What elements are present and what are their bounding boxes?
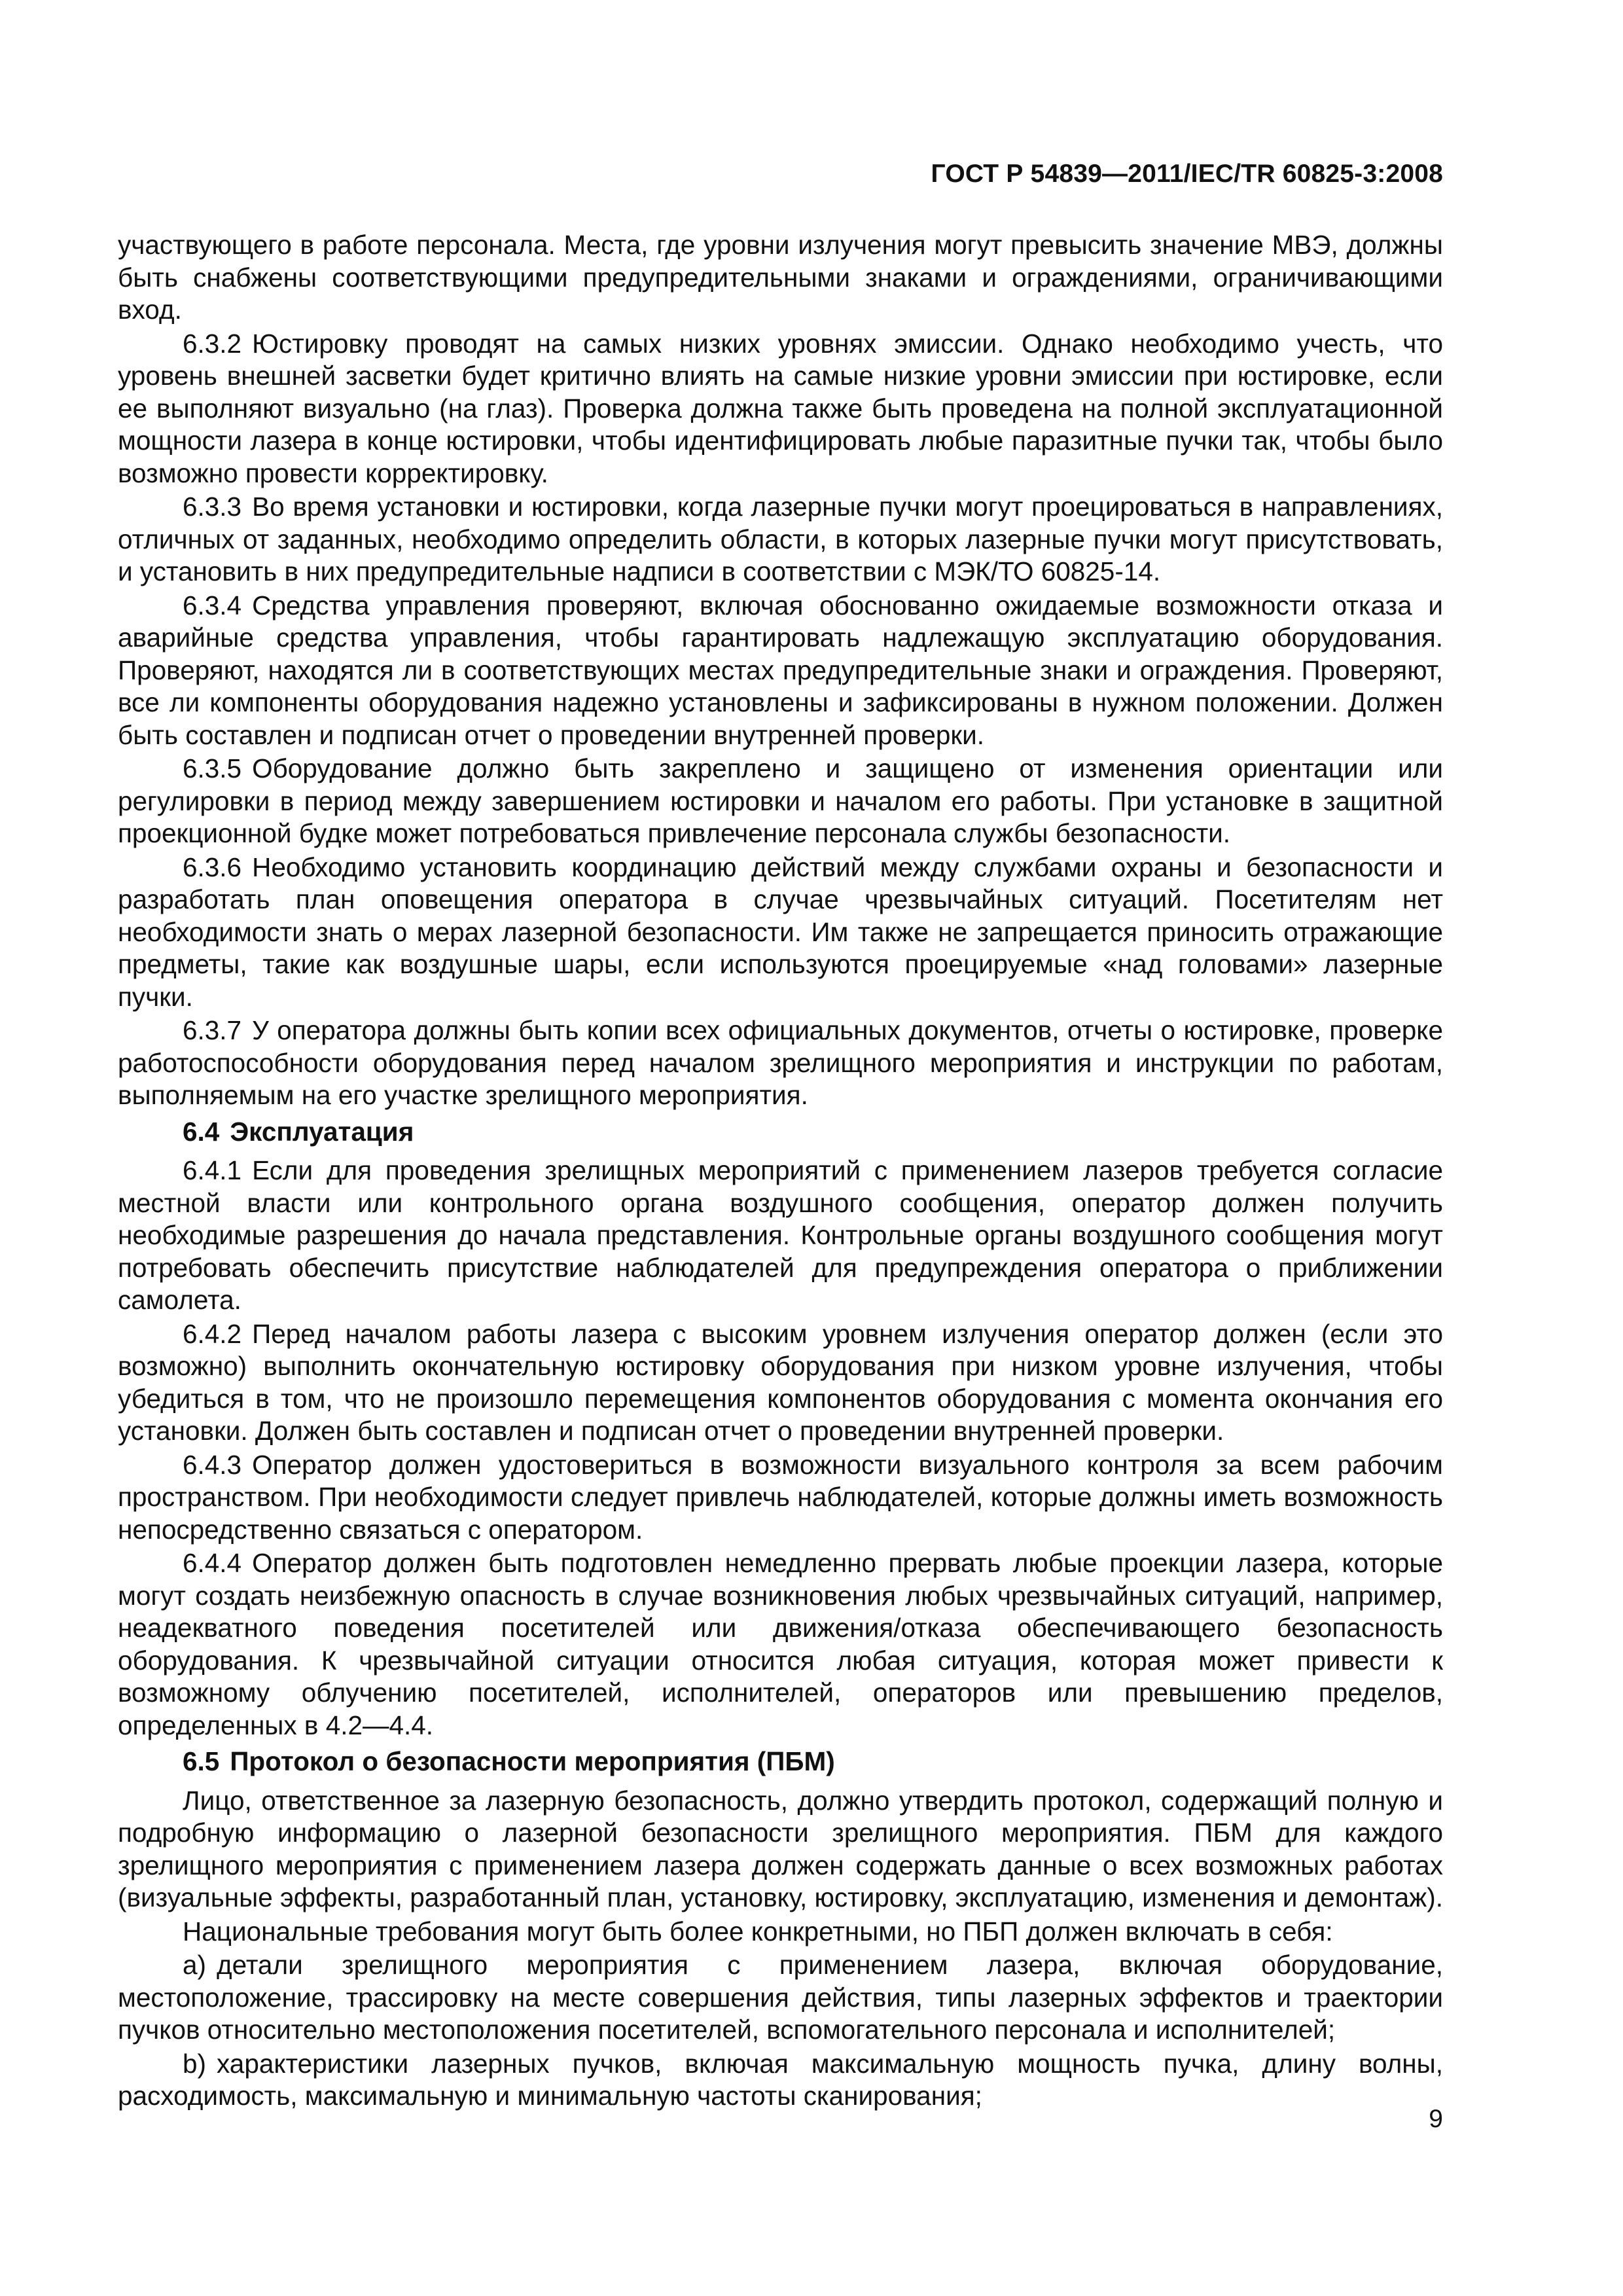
clause-number: 6.3.2 (183, 328, 242, 359)
clause-6-3-3 (118, 491, 1443, 588)
clause-6-4-3 (118, 1449, 1443, 1547)
clause-number: 6.4.1 (183, 1155, 242, 1185)
list-marker: b) (183, 2048, 207, 2079)
page-number: 9 (1429, 2105, 1443, 2133)
clause-number: 6.4.3 (183, 1449, 242, 1480)
clause-text: Оператор должен быть подготовлен немедленно прервать любые проекции лазера, которые могут создать неизбежную опасность в случае возникновения любых чрезвычайных ситуаций, например, неадекватного поведения посетителей или движения/отказа обеспечивающего безопасность оборудования. К чрезвычайной ситуации относится любая ситуация, которая может привести к возможному облучению посетителей, исполнителей, операторов или превышению пределов, определенных в 4.2—4.4. (118, 1548, 1443, 1740)
section-title: Эксплуатация (230, 1116, 414, 1147)
clause-6-4-4 (118, 1547, 1443, 1742)
list-item-text: характеристики лазерных пучков, включая максимальную мощность пучка, длину волны, расходимость, максимальную и минимальную частоты сканирования; (118, 2048, 1443, 2111)
clause-text: Оператор должен удостовериться в возможности визуального контроля за всем рабочим пространством. При необходимости следует привлечь наблюдателей, которые должны иметь возможность непосредственно связаться с оператором. (118, 1449, 1443, 1545)
clause-number: 6.3.3 (183, 492, 242, 522)
list-item-a (118, 1949, 1443, 2047)
clause-text: Если для проведения зрелищных мероприятий с применением лазеров требуется согласие местной власти или контрольного органа воздушного сообщения, оператор должен получить необходимые разрешения до начала представления. Контрольные органы воздушного сообщения могут потребовать обеспечить присутствие наблюдателей для предупреждения оператора о приближении самолета. (118, 1155, 1443, 1315)
clause-6-4-2 (118, 1318, 1443, 1448)
clause-text: Необходимо установить координацию действий между службами охраны и безопасности и разработать план оповещения оператора в случае чрезвычайных ситуаций. Посетителям нет необходимости знать о мерах лазерной безопасности. Им также не запрещается приносить отражающие предметы, такие как воздушные шары, если используются проецируемые «над головами» лазерные пучки. (118, 852, 1443, 1012)
clause-6-3-5 (118, 753, 1443, 850)
document-body (118, 229, 1443, 2114)
clause-text: Юстировку проводят на самых низких уровнях эмиссии. Однако необходимо учесть, что уровень внешней засветки будет критично влиять на самые низкие уровни эмиссии при юстировке, если ее выполняют визуально (на глаз). Проверка должна также быть проведена на полной эксплуатационной мощности лазера в конце юстировки, чтобы идентифицировать любые паразитные пучки так, чтобы было возможно провести корректировку. (118, 328, 1443, 488)
paragraph-continuation: участвующего в работе персонала. Места, где уровни излучения могут превысить значение МВЭ, должны быть снабжены соответствующими предупредительными знаками и ограждениями, ограничивающими вход. (118, 230, 1443, 325)
clause-number: 6.3.4 (183, 590, 242, 620)
clause-number: 6.3.7 (183, 1015, 242, 1045)
clause-text: Во время установки и юстировки, когда лазерные пучки могут проецироваться в направлениях, отличных от заданных, необходимо определить области, в которых лазерные пучки могут присутствовать, и установить в них предупредительные надписи в соответствии с МЭК/ТО 60825-14. (118, 492, 1443, 586)
list-item-text: детали зрелищного мероприятия с применением лазера, включая оборудование, местоположение, трассировку на месте совершения действия, типы лазерных эффектов и траектории пучков относительно местоположения посетителей, вспомогательного персонала и исполнителей; (118, 1950, 1443, 2045)
clause-6-3-7 (118, 1014, 1443, 1112)
section-number: 6.5 (183, 1746, 220, 1776)
clause-number: 6.4.2 (183, 1318, 242, 1349)
section-heading-6-5 (118, 1746, 1443, 1778)
section-number: 6.4 (183, 1116, 220, 1147)
clause-6-4-1 (118, 1155, 1443, 1317)
clause-text: У оператора должны быть копии всех официальных документов, отчеты о юстировке, проверке работоспособности оборудования перед началом зрелищного мероприятия и инструкции по работам, выполняемым на его участке зрелищного мероприятия. (118, 1015, 1443, 1110)
document-header: ГОСТ Р 54839—2011/IEC/TR 60825-3:2008 (931, 160, 1443, 188)
clause-number: 6.3.6 (183, 852, 242, 882)
section-heading-6-4 (118, 1116, 1443, 1149)
clause-number: 6.3.5 (183, 753, 242, 783)
section-title: Протокол о безопасности мероприятия (ПБМ) (230, 1746, 835, 1776)
clause-6-3-6 (118, 852, 1443, 1014)
paragraph-6-5-intro: Лицо, ответственное за лазерную безопасность, должно утвердить протокол, содержащий полную и подробную информацию о лазерной безопасности зрелищного мероприятия. ПБМ для каждого зрелищного мероприятия с применением лазера должен содержать данные о всех возможных работах (визуальные эффекты, разработанный план, установку, юстировку, эксплуатацию, изменения и демонтаж). (118, 1785, 1443, 1912)
paragraph-6-5-requirements: Национальные требования могут быть более конкретными, но ПБП должен включать в себя: (183, 1916, 1333, 1946)
list-item-b (118, 2048, 1443, 2113)
clause-6-3-4 (118, 590, 1443, 752)
clause-text: Средства управления проверяют, включая обоснованно ожидаемые возможности отказа и аварийные средства управления, чтобы гарантировать надлежащую эксплуатацию оборудования. Проверяют, находятся ли в соответствующих местах предупредительные знаки и ограждения. Проверяют, все ли компоненты оборудования надежно установлены и зафиксированы в нужном положении. Должен быть составлен и подписан отчет о проведении внутренней проверки. (118, 590, 1443, 750)
clause-text: Оборудование должно быть закреплено и защищено от изменения ориентации или регулировки в период между завершением юстировки и началом его работы. При установке в защитной проекционной будке может потребоваться привлечение персонала службы безопасности. (118, 753, 1443, 848)
clause-6-3-2 (118, 328, 1443, 490)
list-marker: а) (183, 1950, 207, 1980)
clause-text: Перед началом работы лазера с высоким уровнем излучения оператор должен (если это возможно) выполнить окончательную юстировку оборудования при низком уровне излучения, чтобы убедиться в том, что не произошло перемещения компонентов оборудования с момента окончания его установки. Должен быть составлен и подписан отчет о проведении внутренней проверки. (118, 1318, 1443, 1446)
clause-number: 6.4.4 (183, 1548, 242, 1578)
